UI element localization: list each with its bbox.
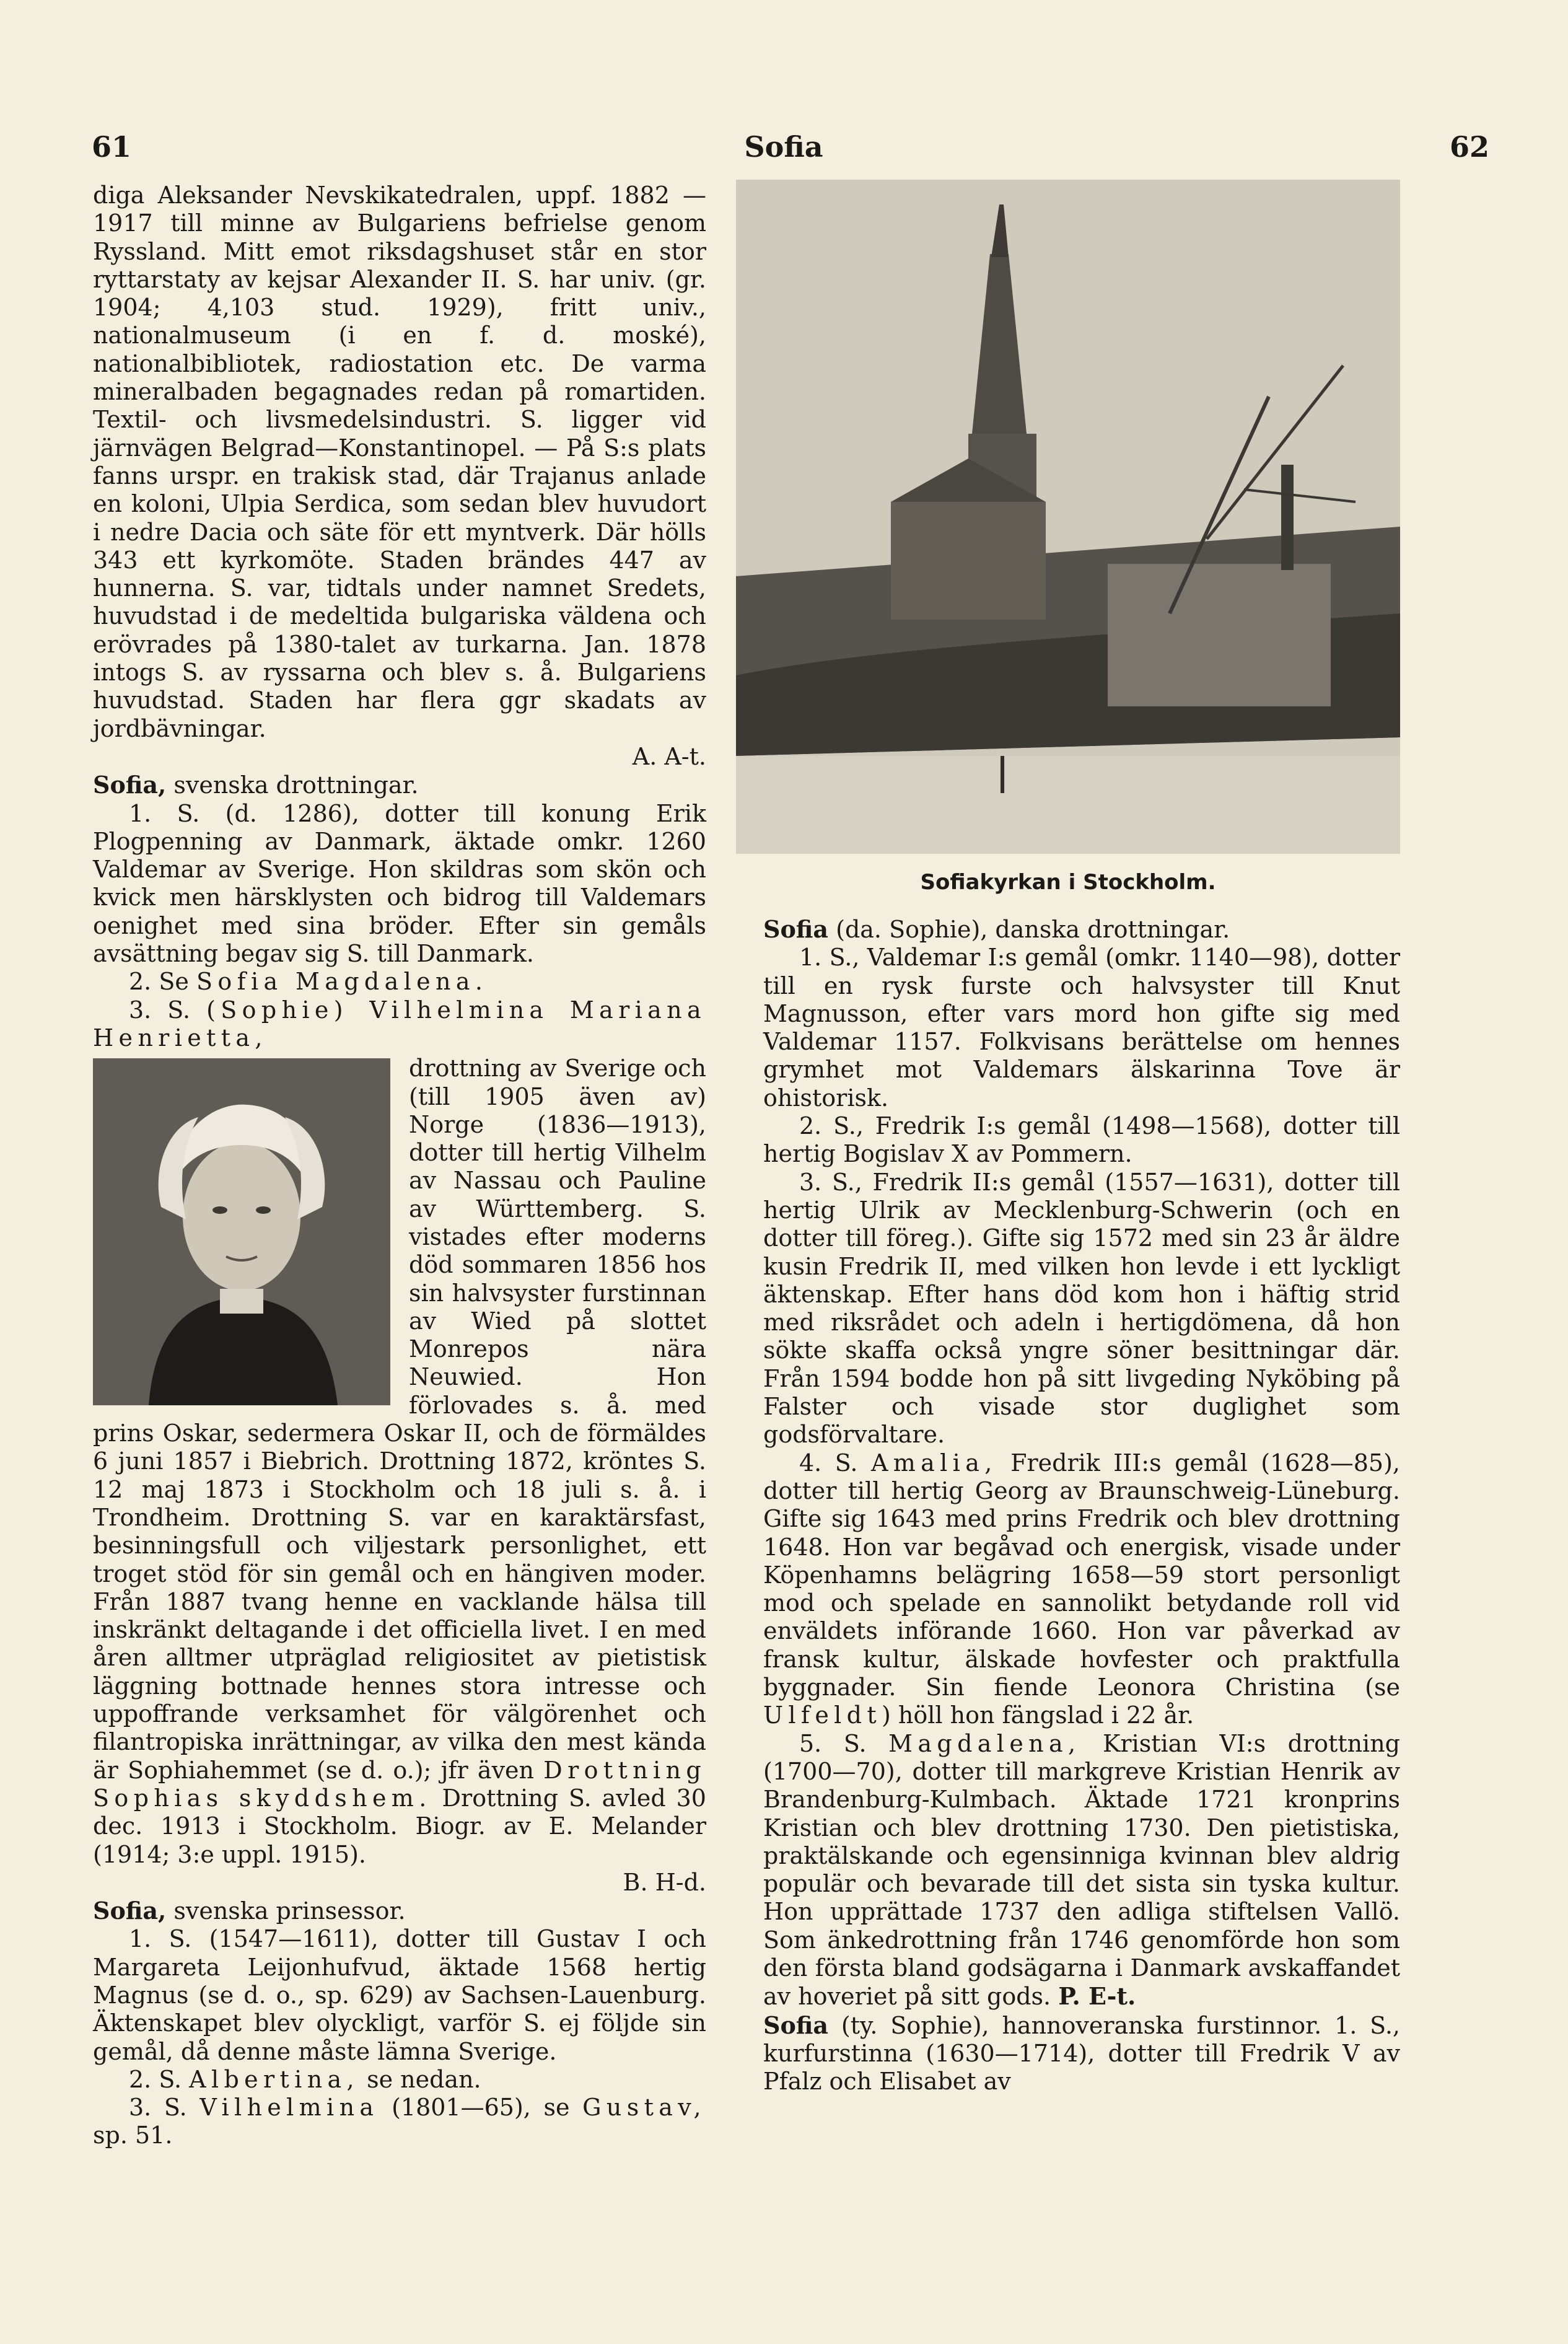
page-number-left: 61	[92, 130, 132, 164]
entry-prefix: 5. S.	[799, 1729, 889, 1757]
spaced-name: Amalia,	[870, 1449, 997, 1477]
entry-text: ) höll hon fängslad i 22 år.	[882, 1701, 1194, 1729]
church-image	[736, 180, 1400, 854]
portrait-photo-queen-sofia	[93, 1058, 390, 1405]
headword: Sofia,	[93, 771, 167, 799]
spaced-name: (Sophie) Vilhelmina Mariana Henrietta,	[93, 996, 707, 1051]
entry-item: 2. S., Fredrik I:s gemål (1498—1568), dotter till hertig Bogislav X av Pommern.	[763, 1112, 1400, 1168]
entry-item: 1. S. (d. 1286), dotter till konung Erik Plogpenning av Danmark, äktade omkr. 1260 Valdemar av Sverige. Hon skildras som skön och kvick men härsklysten och bidrog till Valdemars oenighet med sina bröder. Efter sin gemåls avsättning begav sig S. till Danmark.	[93, 799, 706, 968]
entry-prefix: 2. S.	[129, 2065, 190, 2093]
entry-text: Drottning S. avled 30 dec. 1913 i Stockholm. Biogr. av E. Melander (1914; 3:e uppl. 1915).	[93, 1784, 706, 1868]
entry-text: drottning av Sverige och (till 1905 även av) Norge (1836—1913), dotter till hertig Vilhelm av Nassau och Pauline av Württemberg. S. vistades efter moderns död sommaren 1856 hos sin halvsyster furstinnan av Wied på slottet Monrepos nära Neuwied. Hon förlovades s. å. med prins Oskar, sedermera Oskar II, och de förmäldes 6 juni 1857 i Biebrich. Drottning 1872, kröntes S. 12 maj 1873 i Stockholm och 18 juli s. å. i Trondheim. Drottning S. var en karaktärsfast, besinningsfull och viljestark personlighet, ett troget stöd för sin gemål och en hängiven moder. Från 1887 tvang henne en vacklande hälsa till inskränkt deltagande i det officiella livet. I en med åren alltmer utpräglad religiositet av pietistisk läggning bottnade hennes stora intresse och uppoffrande verksamhet för välgörenhet och filantropiska inrättningar, av vilka den mest kända är Sophiahemmet (se d. o.); jfr även	[93, 1055, 706, 1784]
right-column	[763, 915, 1400, 2096]
cross-reference: Drottning Sophias skyddshem.	[93, 1756, 706, 1812]
cross-reference: Sofia Magdalena.	[196, 968, 488, 996]
headword: Sofia,	[93, 1897, 167, 1925]
cross-reference: Gustav,	[582, 2094, 706, 2122]
page-title: Sofia	[744, 130, 823, 164]
signature: B. H-d.	[623, 1868, 706, 1896]
entry-prefix: 4. S.	[799, 1449, 871, 1477]
entry-text: Kristian VI:s drottning (1700—70), dotter till markgreve Kristian Henrik av Brandenburg-Kulmbach. Äktade 1721 kronprins Kristian och blev drottning 1730. Den pietistiska, praktälskande och egensinniga kvinnan blev aldrig populär och bevarade till det sista sin tyska kultur. Hon upprättade 1737 den adliga stiftelsen Vallö. Som änkedrottning från 1746 genomförde hon som den första bland godsägarna i Danmark avskaffandet av hoveriet på sitt gods.	[763, 1729, 1401, 2011]
headword: Sofia	[763, 915, 829, 943]
headword: Sofia	[763, 2011, 829, 2039]
left-column	[93, 182, 706, 2150]
cross-reference: Ulfeldt	[763, 1701, 882, 1729]
entry-prefix: 2. Se	[129, 968, 196, 996]
spaced-name: Magdalena,	[888, 1729, 1081, 1757]
headword-gloss: svenska prinsessor.	[166, 1897, 406, 1925]
page-number-right: 62	[1450, 130, 1490, 164]
headword-gloss: svenska drottningar.	[166, 771, 419, 799]
signature: P. E-t.	[1058, 1982, 1136, 2011]
entry-item: 1. S., Valdemar I:s gemål (omkr. 1140—98), dotter till en rysk furste och halvsyster till Knut Magnusson, efter vars mord hon gifte sig med Valdemar 1157. Folkvisans berättelse om hennes grymhet mot Valdemars älskarinna Tove är ohistorisk.	[763, 944, 1400, 1112]
spaced-name: Vilhelmina	[199, 2094, 379, 2122]
sofia-city-text: diga Aleksander Nevskikatedralen, uppf. 1882 —1917 till minne av Bulgariens befrielse genom Ryssland. Mitt emot riksdagshuset står en stor ryttarstaty av kejsar Alexander II. S. har univ. (gr. 1904; 4,103 stud. 1929), fritt univ., nationalmuseum (i en f. d. moské), nationalbibliotek, radiostation etc. De varma mineralbaden begagnades redan på romartiden. Textil- och livsmedelsindustri. S. ligger vid järnvägen Belgrad—Konstantinopel. — På S:s plats fanns urspr. en trakisk stad, där Trajanus anlade en koloni, Ulpia Serdica, som sedan blev huvudort i nedre Dacia och säte för ett myntverk. Där hölls 343 ett kyrkomöte. Staden brändes 447 av hunnerna. S. var, tidtals under namnet Sredets, huvudstad i de medeltida bulgariska väldena och erövrades på 1380-talet av turkarna. Jan. 1878 intogs S. av ryssarna och blev s. å. Bulgariens huvudstad. Staden har flera ggr skadats av jordbävningar.	[93, 182, 706, 742]
portrait-image	[93, 1058, 390, 1405]
church-photo	[736, 180, 1400, 854]
entry-prefix: 3. S.	[129, 2094, 200, 2122]
signature: A. A-t.	[632, 742, 706, 770]
entry-text: Fredrik III:s gemål (1628—85), dotter till hertig Georg av Braunschweig-Lüneburg. Gifte sig 1643 med prins Fredrik och blev drottning 1648. Hon var begåvad och energisk, visade under Köpenhamns belägring 1658—59 stort personligt mod och spelade en sannolikt betydande roll vid enväldets införande 1660. Hon var påverkad av fransk kultur, älskade hovfester och praktfulla byggnader. Sin fiende Leonora Christina (se	[763, 1449, 1400, 1701]
entry-text: se nedan.	[359, 2065, 481, 2093]
entry-text: (1801—65), se	[379, 2094, 583, 2122]
headword-gloss: (da. Sophie), danska drottningar.	[828, 916, 1230, 943]
spaced-name: Albertina,	[189, 2065, 359, 2093]
entry-prefix: 3. S.	[129, 996, 207, 1024]
entry-text: sp. 51.	[93, 2122, 173, 2149]
entry-item: 3. S., Fredrik II:s gemål (1557—1631), dotter till hertig Ulrik av Mecklenburg-Schwerin (och en dotter till föreg.). Gifte sig 1572 med sin 23 år äldre kusin Fredrik II, med vilken hon levde i ett lyckligt äktenskap. Efter hans död kom hon i häftig strid med riksrådet och adeln i hertigdömena, då hon sökte skaffa också yngre söner besittningar där. Från 1594 bodde hon på sitt livgeding Nyköbing på Falster och visade stor duglighet som godsförvaltare.	[763, 1168, 1400, 1449]
headword-gloss: (ty. Sophie), hannoveranska furstinnor. 1. S., kurfurstinna (1630—1714), dotter till Fredrik V av Pfalz och Elisabet av	[763, 2011, 1400, 2096]
church-photo-caption: Sofiakyrkan i Stockholm.	[920, 870, 1216, 895]
entry-item: 1. S. (1547—1611), dotter till Gustav I och Margareta Leijonhufvud, äktade 1568 hertig Magnus (se d. o., sp. 629) av Sachsen-Lauenburg. Äktenskapet blev olyckligt, varför S. ej följde sin gemål, då denne måste lämna Sverige.	[93, 1925, 706, 2065]
